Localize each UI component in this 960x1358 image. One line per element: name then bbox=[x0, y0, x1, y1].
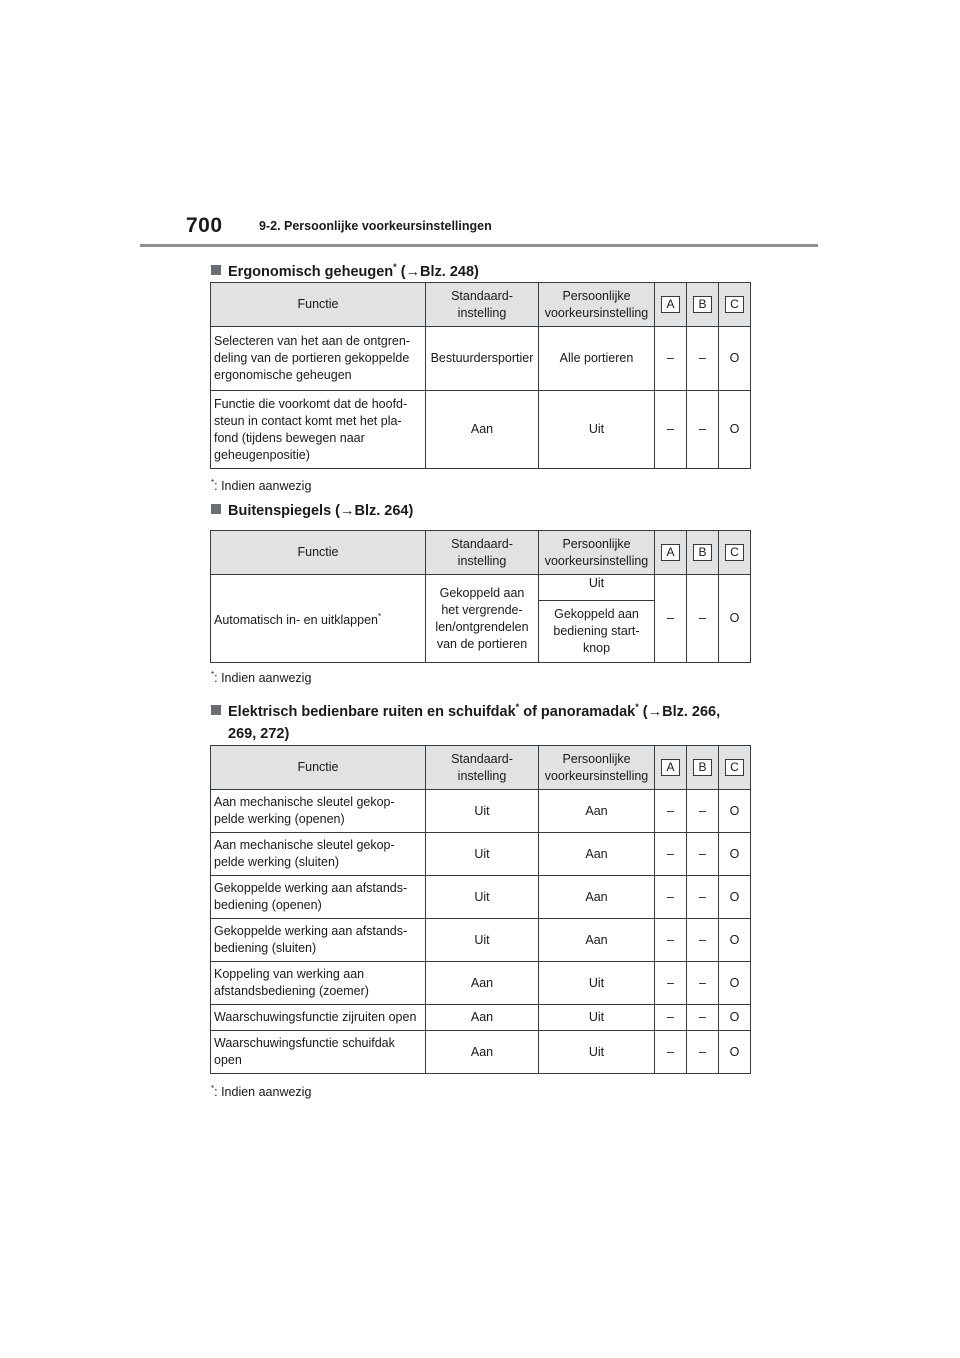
column-header-personal: Persoonlijke voorkeursinstelling bbox=[539, 531, 655, 575]
cell-b: – bbox=[687, 327, 719, 391]
cell-default: Bestuurdersportier bbox=[426, 327, 539, 391]
page-reference[interactable]: (→Blz. 266, bbox=[638, 703, 721, 720]
footnote-star: * bbox=[211, 478, 215, 487]
cell-a: – bbox=[655, 575, 687, 663]
cell-default: Uit bbox=[426, 876, 539, 919]
table-header-row bbox=[211, 283, 751, 327]
cell-c: O bbox=[719, 876, 751, 919]
cell-c: O bbox=[719, 919, 751, 962]
cell-b: – bbox=[687, 790, 719, 833]
cell-function: Selecteren van het aan de ontgren- deling van de portieren gekoppelde ergonomische geheugen bbox=[211, 327, 426, 391]
column-header-a bbox=[655, 746, 687, 790]
table-row bbox=[211, 327, 751, 391]
cell-c: O bbox=[719, 391, 751, 469]
cell-personal: Uit bbox=[539, 1031, 655, 1074]
letter-box-a: A bbox=[661, 544, 680, 561]
cell-a: – bbox=[655, 327, 687, 391]
mirrors-table bbox=[210, 530, 751, 663]
windows-table bbox=[210, 745, 751, 1074]
footnote-star: * bbox=[211, 1084, 215, 1093]
column-header-default: Standaard- instelling bbox=[426, 531, 539, 575]
footnote-marker: * bbox=[393, 262, 397, 272]
cell-default: Uit bbox=[426, 833, 539, 876]
footnote-text: : Indien aanwezig bbox=[214, 1085, 312, 1100]
table-row bbox=[211, 833, 751, 876]
bullet-square-icon bbox=[211, 705, 221, 715]
column-header-personal: Persoonlijke voorkeursinstelling bbox=[539, 283, 655, 327]
cell-a: – bbox=[655, 833, 687, 876]
cell-b: – bbox=[687, 1005, 719, 1031]
footnote bbox=[211, 1084, 311, 1099]
column-header-a bbox=[655, 283, 687, 327]
table-header-row bbox=[211, 746, 751, 790]
column-header-c bbox=[719, 283, 751, 327]
table-row bbox=[211, 575, 751, 601]
column-header-function: Functie bbox=[211, 283, 426, 327]
section-heading-mirrors bbox=[211, 500, 413, 522]
footnote-marker: * bbox=[635, 702, 639, 712]
letter-box-b: B bbox=[693, 296, 712, 313]
footnote-marker: * bbox=[377, 611, 382, 621]
page-number: 700 bbox=[186, 214, 223, 237]
cell-default: Uit bbox=[426, 919, 539, 962]
footnote bbox=[211, 478, 311, 493]
column-header-function: Functie bbox=[211, 531, 426, 575]
letter-box-c: C bbox=[725, 759, 744, 776]
letter-box-c: C bbox=[725, 296, 744, 313]
column-header-b bbox=[687, 283, 719, 327]
cell-c: O bbox=[719, 790, 751, 833]
cell-personal: Uit bbox=[539, 1005, 655, 1031]
cell-c: O bbox=[719, 962, 751, 1005]
cell-function: Waarschuwingsfunctie zijruiten open bbox=[211, 1005, 426, 1031]
table-row bbox=[211, 1031, 751, 1074]
footnote-star: * bbox=[211, 670, 215, 679]
column-header-c bbox=[719, 746, 751, 790]
letter-box-b: B bbox=[693, 759, 712, 776]
cell-a: – bbox=[655, 1005, 687, 1031]
page-reference[interactable]: (→Blz. 264) bbox=[331, 503, 414, 519]
cell-function: Functie die voorkomt dat de hoofd- steun in contact komt met het pla- fond (tijdens bewegen naar geheugenpositie) bbox=[211, 391, 426, 469]
cell-c: O bbox=[719, 833, 751, 876]
column-header-a bbox=[655, 531, 687, 575]
table-row bbox=[211, 790, 751, 833]
cell-default: Aan bbox=[426, 962, 539, 1005]
table-header-row bbox=[211, 531, 751, 575]
cell-function: Waarschuwingsfunctie schuifdak open bbox=[211, 1031, 426, 1074]
cell-personal: Uit bbox=[539, 962, 655, 1005]
header-divider bbox=[140, 244, 818, 247]
ergonomic-memory-table bbox=[210, 282, 751, 469]
bullet-square-icon bbox=[211, 265, 221, 275]
page-reference[interactable]: (→Blz. 248) bbox=[396, 263, 479, 280]
cell-a: – bbox=[655, 391, 687, 469]
cell-personal-option: Uit bbox=[539, 575, 655, 601]
column-header-default: Standaard- instelling bbox=[426, 746, 539, 790]
footnote-text: : Indien aanwezig bbox=[214, 671, 312, 686]
cell-personal: Aan bbox=[539, 790, 655, 833]
cell-b: – bbox=[687, 876, 719, 919]
cell-b: – bbox=[687, 833, 719, 876]
cell-default: Aan bbox=[426, 1005, 539, 1031]
cell-function: Gekoppelde werking aan afstands- bediening (openen) bbox=[211, 876, 426, 919]
column-header-default: Standaard- instelling bbox=[426, 283, 539, 327]
cell-c: O bbox=[719, 327, 751, 391]
table-row bbox=[211, 1005, 751, 1031]
cell-default: Uit bbox=[426, 790, 539, 833]
chapter-title: 9-2. Persoonlijke voorkeursinstellingen bbox=[259, 219, 492, 233]
heading-text: Buitenspiegels bbox=[228, 503, 332, 519]
table-row bbox=[211, 391, 751, 469]
cell-personal-option: Gekoppeld aan bediening start- knop bbox=[539, 601, 655, 663]
page-reference-continued[interactable]: 269, 272) bbox=[228, 725, 290, 742]
cell-a: – bbox=[655, 876, 687, 919]
footnote-text: : Indien aanwezig bbox=[214, 479, 312, 494]
letter-box-a: A bbox=[661, 296, 680, 313]
cell-a: – bbox=[655, 919, 687, 962]
column-header-function: Functie bbox=[211, 746, 426, 790]
cell-c: O bbox=[719, 575, 751, 663]
footnote bbox=[211, 670, 311, 685]
cell-b: – bbox=[687, 1031, 719, 1074]
section-heading-ergonomic-memory bbox=[211, 256, 479, 283]
column-header-personal: Persoonlijke voorkeursinstelling bbox=[539, 746, 655, 790]
cell-default: Aan bbox=[426, 391, 539, 469]
letter-box-c: C bbox=[725, 544, 744, 561]
cell-default: Gekoppeld aan het vergrende- len/ontgrendelen van de portieren bbox=[426, 575, 539, 663]
column-header-c bbox=[719, 531, 751, 575]
cell-function: Gekoppelde werking aan afstands- bediening (sluiten) bbox=[211, 919, 426, 962]
cell-personal: Aan bbox=[539, 833, 655, 876]
cell-personal: Aan bbox=[539, 919, 655, 962]
cell-function: Aan mechanische sleutel gekop- pelde werking (sluiten) bbox=[211, 833, 426, 876]
cell-a: – bbox=[655, 962, 687, 1005]
cell-function-text: Automatisch in- en uitklappen bbox=[214, 613, 378, 628]
cell-c: O bbox=[719, 1005, 751, 1031]
table-row bbox=[211, 962, 751, 1005]
cell-b: – bbox=[687, 919, 719, 962]
cell-a: – bbox=[655, 790, 687, 833]
cell-b: – bbox=[687, 575, 719, 663]
cell-a: – bbox=[655, 1031, 687, 1074]
cell-c: O bbox=[719, 1031, 751, 1074]
section-heading-windows bbox=[211, 696, 720, 745]
table-row bbox=[211, 876, 751, 919]
cell-function: Koppeling van werking aan afstandsbediening (zoemer) bbox=[211, 962, 426, 1005]
bullet-square-icon bbox=[211, 504, 221, 514]
letter-box-b: B bbox=[693, 544, 712, 561]
cell-function bbox=[211, 575, 426, 663]
letter-box-a: A bbox=[661, 759, 680, 776]
cell-default: Aan bbox=[426, 1031, 539, 1074]
column-header-b bbox=[687, 531, 719, 575]
column-header-b bbox=[687, 746, 719, 790]
heading-text-2: of panoramadak bbox=[519, 703, 636, 720]
cell-personal: Aan bbox=[539, 876, 655, 919]
cell-b: – bbox=[687, 962, 719, 1005]
cell-personal: Alle portieren bbox=[539, 327, 655, 391]
footnote-marker: * bbox=[515, 702, 520, 712]
table-row bbox=[211, 919, 751, 962]
heading-text: Ergonomisch geheugen bbox=[228, 263, 394, 280]
heading-text: Elektrisch bedienbare ruiten en schuifdak bbox=[228, 703, 516, 720]
cell-b: – bbox=[687, 391, 719, 469]
cell-function: Aan mechanische sleutel gekop- pelde werking (openen) bbox=[211, 790, 426, 833]
cell-personal: Uit bbox=[539, 391, 655, 469]
